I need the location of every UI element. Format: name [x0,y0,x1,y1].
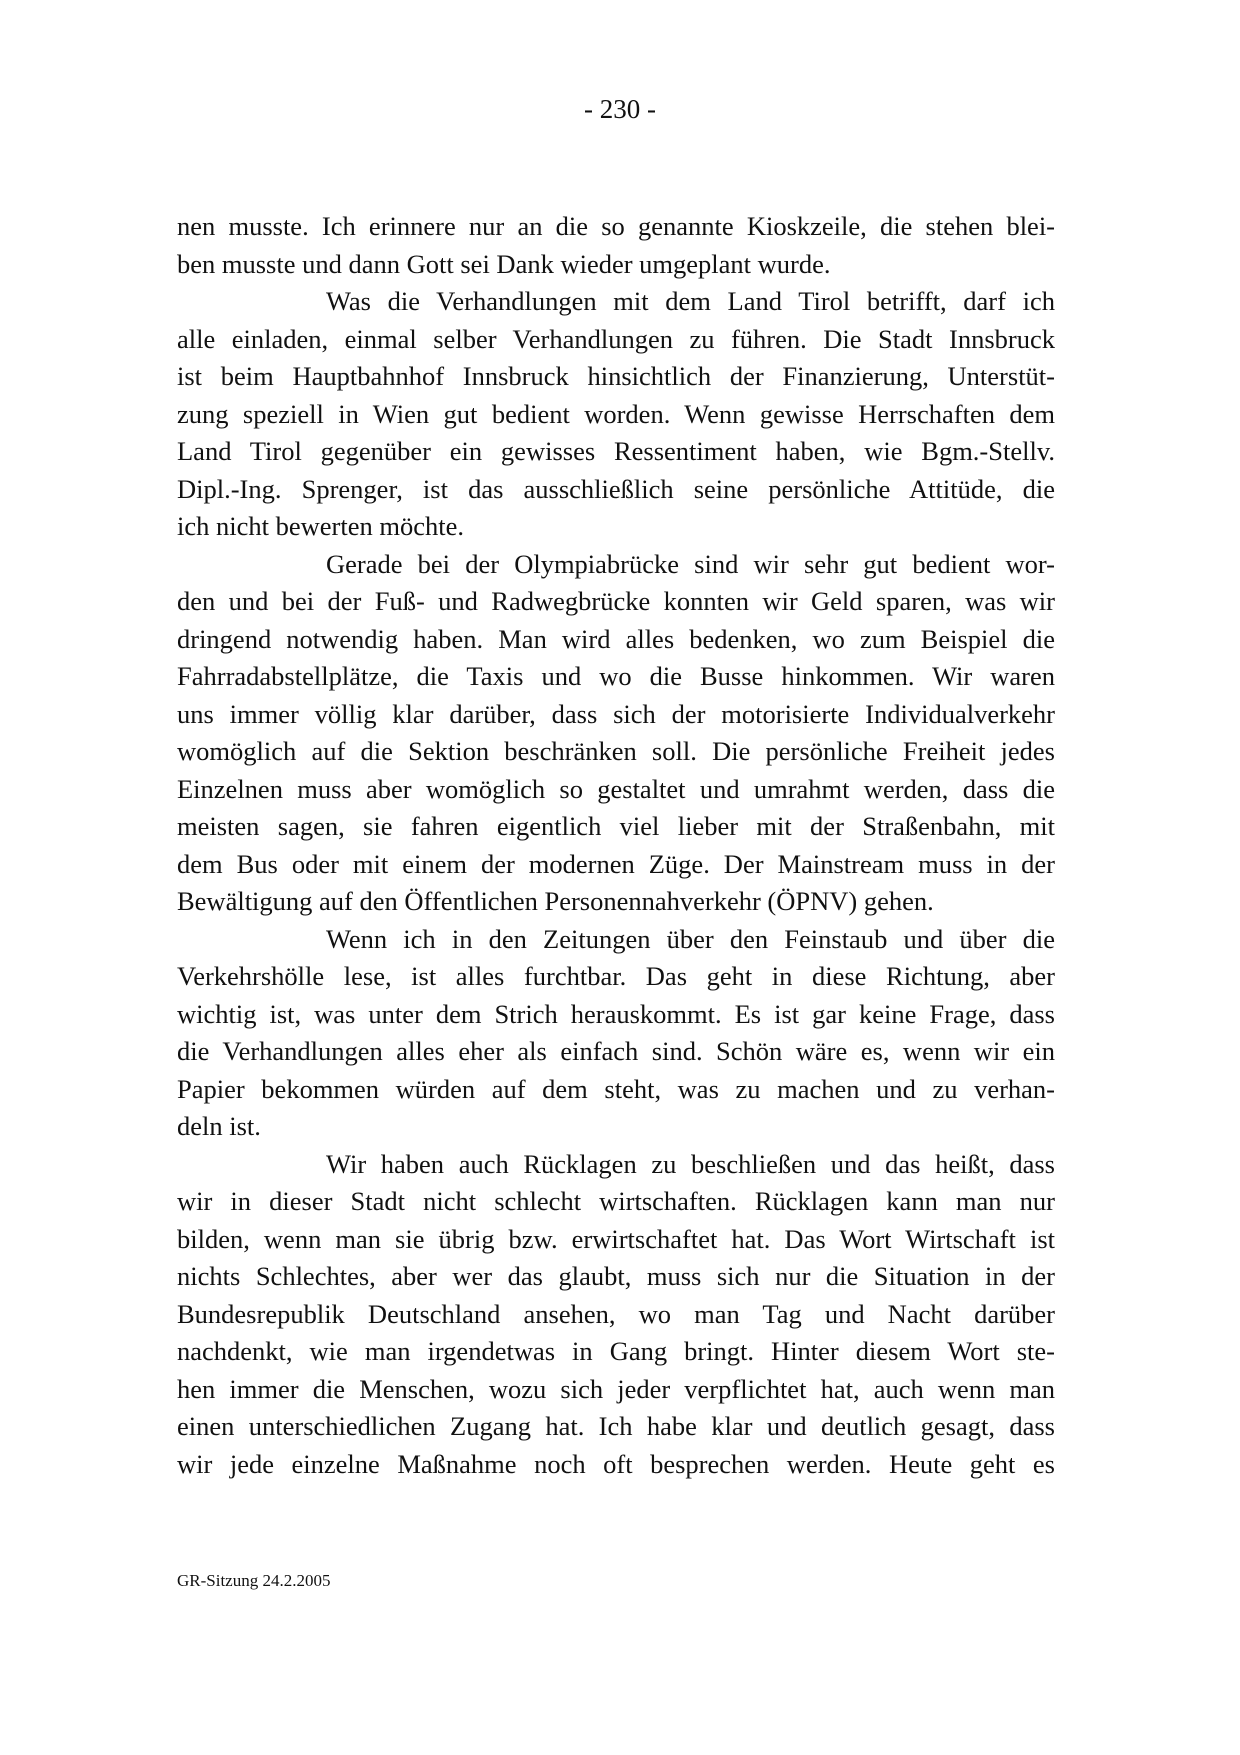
text-line: wir in dieser Stadt nicht schlecht wirtschaften. Rücklagen kann man nur [177,1186,1055,1216]
text-line: Verkehrshölle lese, ist alles furchtbar. Das geht in diese Richtung, aber [177,961,1055,991]
text-line: Bundesrepublik Deutschland ansehen, wo man Tag und Nacht darüber [177,1298,1055,1329]
text-line: Dipl.-Ing. Sprenger, ist das ausschließlich seine persönliche Attitüde, die [177,473,1055,504]
text-line: die Verhandlungen alles eher als einfach sind. Schön wäre es, wenn wir ein [177,1036,1055,1066]
text-line: womöglich auf die Sektion beschränken soll. Die persönliche Freiheit jedes [177,736,1055,766]
text-line: Wenn ich in den Zeitungen über den Feinstaub und über die [326,923,1055,954]
text-line: dem Bus oder mit einem der modernen Züge. Der Mainstream muss in der [177,848,1055,879]
text-line: hen immer die Menschen, wozu sich jeder verpflichtet hat, auch wenn man [177,1373,1055,1404]
text-line: bilden, wenn man sie übrig bzw. erwirtschaftet hat. Das Wort Wirtschaft ist [177,1223,1055,1254]
text-line: zung speziell in Wien gut bedient worden. Wenn gewisse Herrschaften dem [177,398,1055,429]
text-line: Bewältigung auf den Öffentlichen Personennahverkehr (ÖPNV) gehen. [177,886,934,916]
body-text [177,208,1055,1483]
page-number: - 230 - [584,94,656,124]
text-line: wichtig ist, was unter dem Strich herauskommt. Es ist gar keine Frage, dass [177,998,1055,1029]
text-line: ich nicht bewerten möchte. [177,511,464,541]
text-line: Einzelnen muss aber womöglich so gestaltet und umrahmt werden, dass die [177,773,1055,804]
text-line: ist beim Hauptbahnhof Innsbruck hinsichtlich der Finanzierung, Unterstüt- [177,361,1055,391]
text-line: wir jede einzelne Maßnahme noch oft besprechen werden. Heute geht es [177,1448,1055,1479]
text-line: deln ist. [177,1111,261,1141]
text-line: Fahrradabstellplätze, die Taxis und wo die Busse hinkommen. Wir waren [177,661,1055,691]
text-line: Gerade bei der Olympiabrücke sind wir sehr gut bedient wor- [326,548,1055,579]
text-line: einen unterschiedlichen Zugang hat. Ich habe klar und deutlich gesagt, dass [177,1411,1055,1441]
text-line: ben musste und dann Gott sei Dank wieder umgeplant wurde. [177,248,831,279]
footer-session-label: GR-Sitzung 24.2.2005 [177,1571,331,1590]
text-line: nen musste. Ich erinnere nur an die so genannte Kioskzeile, die stehen blei- [177,211,1055,241]
text-line: nachdenkt, wie man irgendetwas in Gang bringt. Hinter diesem Wort ste- [177,1336,1055,1366]
text-line: den und bei der Fuß- und Radwegbrücke konnten wir Geld sparen, was wir [177,586,1055,616]
text-line: Was die Verhandlungen mit dem Land Tirol betrifft, darf ich [326,286,1055,316]
text-line: uns immer völlig klar darüber, dass sich der motorisierte Individualverkehr [177,698,1055,729]
text-line: dringend notwendig haben. Man wird alles bedenken, wo zum Beispiel die [177,623,1055,654]
text-line: Land Tirol gegenüber ein gewisses Ressentiment haben, wie Bgm.-Stellv. [177,436,1055,466]
text-line: Papier bekommen würden auf dem steht, was zu machen und zu verhan- [177,1073,1055,1104]
text-line: nichts Schlechtes, aber wer das glaubt, muss sich nur die Situation in der [177,1261,1055,1291]
text-line: Wir haben auch Rücklagen zu beschließen und das heißt, dass [326,1148,1055,1179]
text-line: alle einladen, einmal selber Verhandlungen zu führen. Die Stadt Innsbruck [177,323,1055,354]
text-line: meisten sagen, sie fahren eigentlich viel lieber mit der Straßenbahn, mit [177,811,1055,841]
